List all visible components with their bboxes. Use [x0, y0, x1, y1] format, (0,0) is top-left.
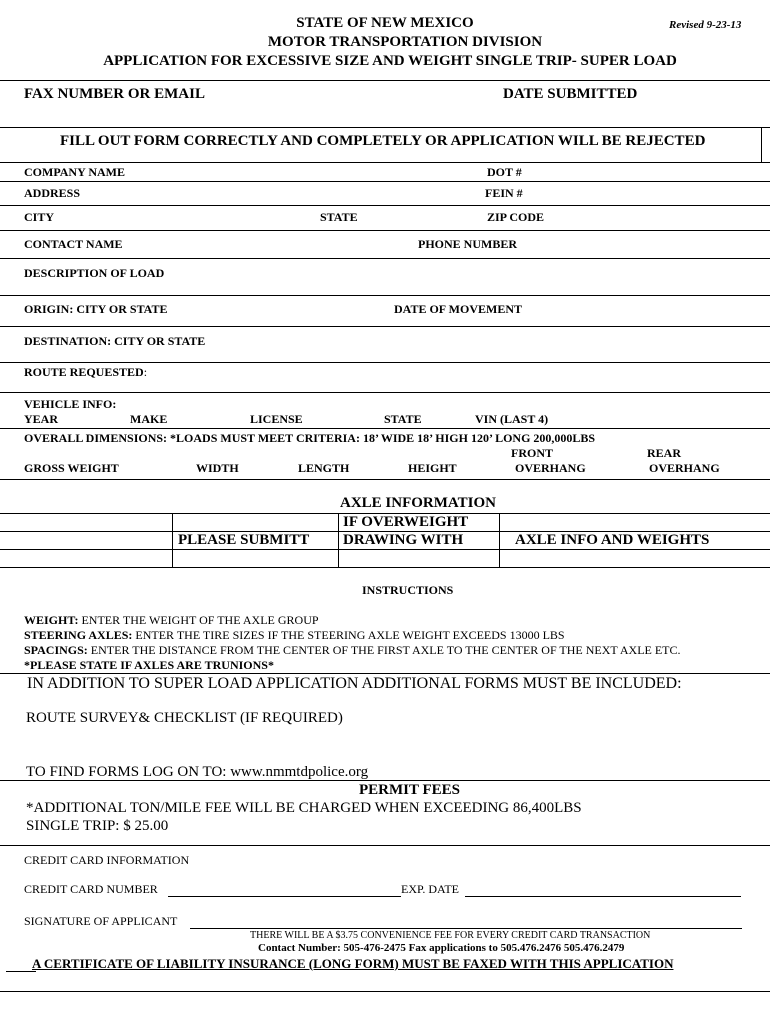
please-submit-label: PLEASE SUBMITT — [178, 532, 310, 548]
axle-grid-line — [0, 567, 770, 568]
vehicle-make-label: MAKE — [130, 412, 168, 426]
gross-weight-label: GROSS WEIGHT — [24, 461, 119, 475]
fein-label: FEIN # — [485, 186, 523, 200]
divider — [0, 181, 770, 182]
divider — [0, 845, 770, 846]
divider — [0, 230, 770, 231]
credit-card-number-label: CREDIT CARD NUMBER — [24, 882, 158, 896]
instructions-title: INSTRUCTIONS — [362, 583, 454, 597]
signature-label: SIGNATURE OF APPLICANT — [24, 914, 178, 928]
contact-name-label: CONTACT NAME — [24, 237, 123, 251]
axle-info-weights-label: AXLE INFO AND WEIGHTS — [515, 532, 710, 548]
destination-label: DESTINATION: CITY OR STATE — [24, 334, 206, 348]
signature-field[interactable] — [190, 928, 742, 929]
divider — [0, 673, 770, 674]
height-label: HEIGHT — [408, 461, 457, 475]
vehicle-vin-label: VIN (LAST 4) — [475, 412, 549, 426]
additional-forms-text: IN ADDITION TO SUPER LOAD APPLICATION ADDITIONAL FORMS MUST BE INCLUDED: — [27, 675, 682, 692]
instruction-spacings — [24, 643, 681, 658]
divider — [0, 780, 770, 781]
single-trip-fee-text: SINGLE TRIP: $ 25.00 — [26, 818, 169, 834]
header-line-1: STATE OF NEW MEXICO — [296, 15, 474, 31]
phone-label: PHONE NUMBER — [418, 237, 517, 251]
city-label: CITY — [24, 210, 55, 224]
divider — [0, 80, 770, 81]
instruction-steering — [24, 628, 565, 643]
dot-label: DOT # — [487, 165, 522, 179]
vehicle-state-label: STATE — [384, 412, 422, 426]
route-label-text: ROUTE REQUESTED — [24, 365, 144, 379]
contact-number-text: Contact Number: 505-476-2475 Fax applications to 505.476.2476 505.476.2479 — [258, 942, 625, 954]
divider — [0, 205, 770, 206]
instruction-spacings-label: SPACINGS: — [24, 643, 88, 657]
axle-grid-line — [0, 549, 770, 550]
instruction-steering-text: ENTER THE TIRE SIZES IF THE STEERING AXLE WEIGHT EXCEEDS 13000 LBS — [132, 628, 565, 642]
instruction-spacings-text: ENTER THE DISTANCE FROM THE CENTER OF THE FIRST AXLE TO THE CENTER OF THE NEXT AXLE ETC. — [87, 643, 681, 657]
dimensions-criteria: OVERALL DIMENSIONS: *LOADS MUST MEET CRITERIA: 18’ WIDE 18’ HIGH 120’ LONG 200,000LBS — [24, 431, 596, 445]
divider — [0, 991, 770, 992]
divider — [0, 392, 770, 393]
if-overweight-label: IF OVERWEIGHT — [343, 514, 469, 530]
certificate-notice: A CERTIFICATE OF LIABILITY INSURANCE (LONG FORM) MUST BE FAXED WITH THIS APPLICATION — [32, 956, 674, 971]
convenience-fee-note: THERE WILL BE A $3.75 CONVENIENCE FEE FOR EVERY CREDIT CARD TRANSACTION — [250, 930, 651, 941]
credit-card-title: CREDIT CARD INFORMATION — [24, 853, 190, 867]
rear-overhang-label: OVERHANG — [649, 461, 720, 475]
divider — [0, 362, 770, 363]
divider — [0, 428, 770, 429]
axle-info-title: AXLE INFORMATION — [340, 495, 496, 511]
axle-grid-line — [172, 513, 173, 567]
date-submitted-label: DATE SUBMITTED — [503, 86, 638, 102]
instruction-weight-label: WEIGHT: — [24, 613, 79, 627]
exp-date-label: EXP. DATE — [401, 882, 460, 896]
warning-text: FILL OUT FORM CORRECTLY AND COMPLETELY OR APPLICATION WILL BE REJECTED — [60, 133, 706, 149]
divider — [0, 258, 770, 259]
rear-label: REAR — [647, 446, 682, 460]
instruction-weight — [24, 613, 319, 628]
company-name-label: COMPANY NAME — [24, 165, 125, 179]
exp-date-field[interactable] — [465, 896, 741, 897]
divider — [0, 127, 770, 128]
header-line-2: MOTOR TRANSPORTATION DIVISION — [267, 34, 543, 50]
permit-fees-title: PERMIT FEES — [359, 782, 460, 798]
state-label: STATE — [320, 210, 358, 224]
drawing-with-label: DRAWING WITH — [343, 532, 464, 548]
fax-label: FAX NUMBER OR EMAIL — [24, 86, 205, 102]
address-label: ADDRESS — [24, 186, 81, 200]
divider — [0, 326, 770, 327]
revised-date: Revised 9-23-13 — [669, 19, 742, 31]
zip-label: ZIP CODE — [487, 210, 545, 224]
front-overhang-label: OVERHANG — [515, 461, 586, 475]
vehicle-license-label: LICENSE — [250, 412, 303, 426]
credit-card-number-field[interactable] — [168, 896, 401, 897]
divider — [0, 479, 770, 480]
divider — [0, 162, 770, 163]
length-label: LENGTH — [298, 461, 350, 475]
ton-mile-fee-text: *ADDITIONAL TON/MILE FEE WILL BE CHARGED WHEN EXCEEDING 86,400LBS — [26, 800, 582, 816]
route-survey-text: ROUTE SURVEY& CHECKLIST (IF REQUIRED) — [26, 710, 343, 726]
vehicle-year-label: YEAR — [24, 412, 59, 426]
divider — [761, 128, 762, 162]
axle-grid-line — [499, 513, 500, 567]
divider — [0, 295, 770, 296]
instruction-weight-text: ENTER THE WEIGHT OF THE AXLE GROUP — [78, 613, 319, 627]
instruction-steering-label: STEERING AXLES: — [24, 628, 133, 642]
front-label: FRONT — [511, 446, 553, 460]
route-colon: : — [143, 365, 148, 379]
date-movement-label: DATE OF MOVEMENT — [394, 302, 522, 316]
origin-label: ORIGIN: CITY OR STATE — [24, 302, 168, 316]
width-label: WIDTH — [196, 461, 239, 475]
description-label: DESCRIPTION OF LOAD — [24, 266, 165, 280]
route-label — [24, 365, 147, 380]
instruction-trunions: *PLEASE STATE IF AXLES ARE TRUNIONS* — [24, 658, 274, 672]
header-line-3: APPLICATION FOR EXCESSIVE SIZE AND WEIGHT SINGLE TRIP- SUPER LOAD — [103, 53, 677, 69]
divider — [6, 971, 36, 972]
axle-grid-line — [338, 513, 339, 567]
vehicle-info-title: VEHICLE INFO: — [24, 397, 117, 411]
find-forms-text: TO FIND FORMS LOG ON TO: www.nmmtdpolice.org — [26, 764, 369, 780]
